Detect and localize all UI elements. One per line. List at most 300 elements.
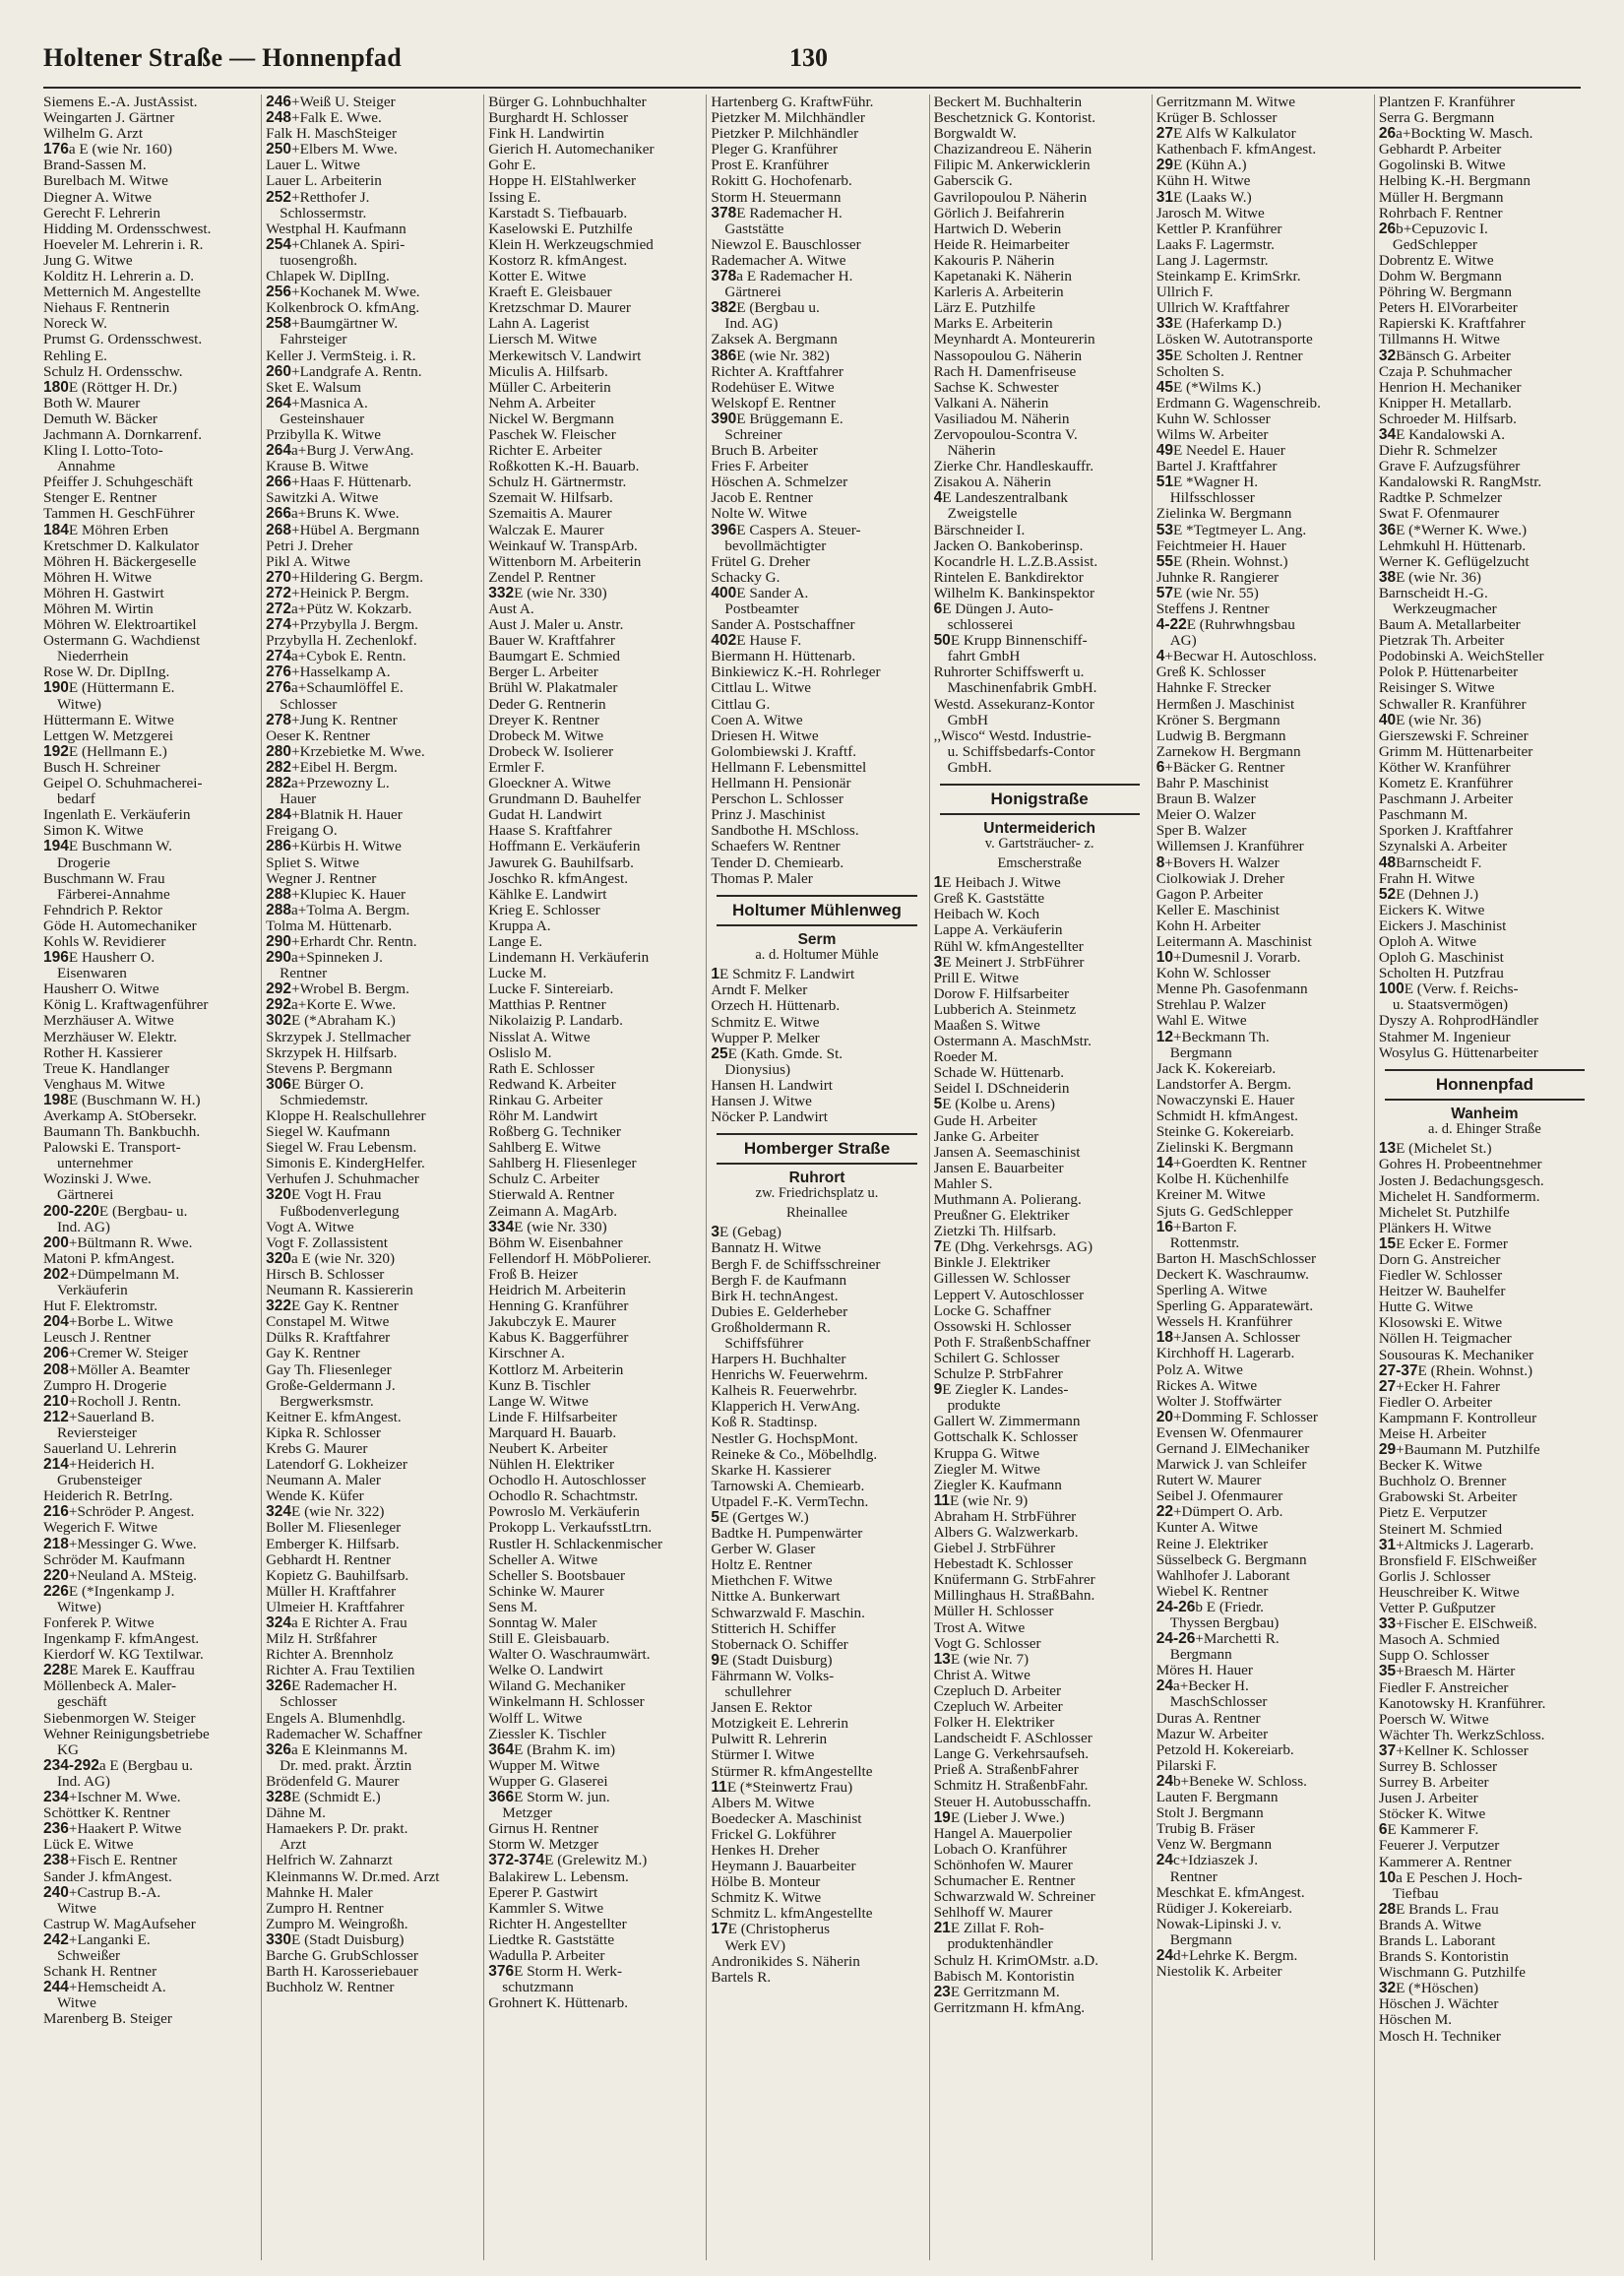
- resident-entry: [488, 1251, 700, 1267]
- resident-entry: [934, 1129, 1146, 1145]
- entry-text: Wiebel K. Rentner: [1156, 1583, 1269, 1600]
- entry-text: E Storm W. jun.: [514, 1790, 610, 1806]
- entry-text: Lösken W. Autotransporte: [1156, 332, 1313, 348]
- column-5: [929, 95, 1146, 2260]
- entry-text: Rademacher W. Schaffner: [266, 1726, 422, 1742]
- entry-text: Vasiliadou M. Näherin: [933, 411, 1070, 427]
- entry-text: Rokitt G. Hochofenarb.: [711, 173, 852, 190]
- entry-text: Paschek W. Fleischer: [488, 426, 616, 443]
- resident-entry: [1379, 1712, 1591, 1728]
- entry-text: Kolkenbrock O. kfmAng.: [266, 300, 420, 317]
- house-number: 50: [933, 633, 951, 650]
- house-number: 254: [266, 236, 292, 253]
- entry-text: GedSchlepper: [1392, 236, 1477, 253]
- entry-text: +Haas F. Hüttenarb.: [291, 474, 412, 491]
- entry-text: Sonntag W. Maler: [488, 1615, 597, 1631]
- entry-text: +Fischer E. ElSchweiß.: [1396, 1616, 1537, 1633]
- entry-text: Kretschmer D. Kalkulator: [43, 537, 200, 554]
- resident-entry: [488, 1917, 700, 1932]
- entry-text: Geipel O. Schuhmacherei-: [43, 776, 203, 792]
- resident-entry: [1156, 1885, 1368, 1901]
- entry-continuation: [266, 253, 477, 269]
- resident-entry: [1379, 981, 1591, 997]
- resident-entry: [488, 981, 700, 997]
- entry-text: Plänkers H. Witwe: [1378, 1220, 1492, 1236]
- entry-text: Rühl W. kfmAngestellter: [933, 938, 1084, 955]
- entry-text: Zarnekow H. Bergmann: [1156, 743, 1301, 760]
- entry-text: +Eibel H. Bergm.: [291, 759, 398, 776]
- entry-text: Hangel A. Mauerpolier: [933, 1825, 1073, 1842]
- resident-entry: [266, 1853, 477, 1868]
- resident-entry: [711, 1557, 922, 1573]
- entry-text: Sperling A. Witwe: [1156, 1283, 1268, 1299]
- entry-text: Venz W. Bergmann: [1156, 1837, 1273, 1854]
- entry-text: Lange W. Witwe: [488, 1393, 589, 1410]
- house-number: 51: [1156, 474, 1173, 491]
- entry-text: Deder G. Rentnerin: [488, 696, 606, 713]
- entry-text: Zumpro M. Weingroßh.: [266, 1916, 408, 1932]
- entry-text: Wahlhofer J. Laborant: [1156, 1567, 1290, 1584]
- resident-entry: [1379, 1252, 1591, 1268]
- resident-entry: [488, 1441, 700, 1457]
- house-number: 9: [933, 1382, 943, 1399]
- entry-text: Radtke P. Schmelzer: [1378, 490, 1503, 507]
- house-number: 266: [266, 474, 292, 491]
- resident-entry: [711, 1796, 922, 1811]
- resident-entry: [711, 269, 922, 284]
- resident-entry: [488, 997, 700, 1013]
- house-number: 24: [1156, 1773, 1173, 1790]
- entry-continuation: [43, 1473, 255, 1488]
- house-number: 38: [1378, 569, 1397, 586]
- house-number: 282: [266, 776, 292, 792]
- resident-entry: [1156, 364, 1368, 380]
- resident-entry: [934, 1604, 1146, 1619]
- resident-entry: [1156, 918, 1368, 934]
- resident-entry: [488, 1537, 700, 1552]
- entry-text: Rinkau G. Arbeiter: [488, 1092, 603, 1108]
- resident-entry: [934, 348, 1146, 364]
- entry-text: Locke G. Schaffner: [933, 1302, 1051, 1319]
- entry-text: Meschkat E. kfmAngest.: [1156, 1884, 1305, 1901]
- resident-entry: [488, 332, 700, 348]
- entry-text: Kuhn W. Schlosser: [1156, 411, 1271, 427]
- resident-entry: [1379, 523, 1591, 538]
- resident-entry: [1379, 1315, 1591, 1331]
- entry-text: Tillmanns H. Witwe: [1378, 332, 1500, 348]
- entry-text: Hebestadt K. Schlosser: [933, 1556, 1073, 1573]
- entry-text: Zielinski K. Bergmann: [1156, 1140, 1294, 1157]
- entry-text: +Heiderich H.: [68, 1457, 155, 1474]
- resident-entry: [488, 1520, 700, 1536]
- resident-entry: [1379, 1221, 1591, 1236]
- resident-entry: [266, 823, 477, 839]
- entry-text: Niestolik K. Arbeiter: [1156, 1964, 1282, 1981]
- entry-text: Welskopf E. Rentner: [711, 395, 836, 411]
- entry-text: Demuth W. Bäcker: [43, 411, 157, 427]
- house-number: 376: [488, 1964, 515, 1981]
- entry-text: Postbeamter: [724, 601, 799, 617]
- resident-entry: [1379, 1363, 1591, 1379]
- entry-text: Joschko R. kfmAngest.: [488, 870, 629, 887]
- resident-entry: [43, 760, 255, 776]
- entry-text: Christ A. Witwe: [933, 1667, 1031, 1683]
- entry-text: Schlosser: [280, 1694, 338, 1711]
- resident-entry: [934, 1556, 1146, 1572]
- resident-entry: [1156, 190, 1368, 206]
- entry-text: Bannatz H. Witwe: [711, 1240, 822, 1257]
- entry-text: Fiedler W. Schlosser: [1378, 1268, 1503, 1285]
- resident-entry: [488, 791, 700, 807]
- entry-text: d+Lehrke K. Bergm.: [1172, 1947, 1298, 1964]
- house-number: 4-22: [1156, 617, 1187, 634]
- entry-text: Josten J. Bedachungsgesch.: [1378, 1172, 1544, 1189]
- entry-text: b+Beneke W. Schloss.: [1172, 1773, 1307, 1790]
- entry-continuation: [1156, 1045, 1368, 1061]
- entry-text: Steffens J. Rentner: [1156, 601, 1270, 617]
- resident-entry: [711, 1094, 922, 1109]
- resident-entry: [266, 1362, 477, 1378]
- resident-entry: [43, 95, 255, 110]
- resident-entry: [711, 982, 922, 998]
- resident-entry: [488, 1220, 700, 1235]
- entry-text: Badtke H. Pumpenwärter: [711, 1526, 863, 1543]
- house-number: 33: [1156, 316, 1173, 333]
- resident-entry: [1156, 380, 1368, 396]
- resident-entry: [934, 110, 1146, 126]
- entry-text: Ciolkowiak J. Dreher: [1156, 870, 1285, 887]
- resident-entry: [1379, 1189, 1591, 1205]
- entry-text: Schmitz K. Witwe: [711, 1890, 822, 1907]
- resident-entry: [711, 1046, 922, 1062]
- entry-text: E (Dhg. Verkehrsgs. AG): [942, 1239, 1093, 1256]
- house-number: 192: [43, 743, 69, 760]
- entry-text: Lauer L. Arbeiterin: [266, 173, 382, 190]
- resident-entry: [488, 396, 700, 411]
- entry-text: Duras A. Rentner: [1156, 1710, 1261, 1727]
- entry-text: Giebel J. StrbFührer: [933, 1541, 1056, 1557]
- house-number: 35: [1378, 1664, 1397, 1680]
- entry-text: Tarnowski A. Chemiearb.: [711, 1478, 865, 1494]
- entry-text: Heide R. Heimarbeiter: [933, 236, 1070, 253]
- resident-entry: [934, 1065, 1146, 1081]
- resident-entry: [488, 1093, 700, 1108]
- entry-text: E (*Wilms K.): [1172, 379, 1262, 396]
- entry-text: Kloppe H. Realschullehrer: [266, 1108, 426, 1124]
- entry-text: Lettgen W. Metzgerei: [43, 727, 173, 744]
- entry-text: Albers M. Witwe: [711, 1795, 815, 1811]
- entry-continuation: [266, 206, 477, 221]
- resident-entry: [266, 1869, 477, 1885]
- resident-entry: [488, 1077, 700, 1093]
- house-number: 334: [488, 1219, 515, 1235]
- entry-text: E Kammerer F.: [1387, 1822, 1479, 1839]
- entry-text: Keller E. Maschinist: [1156, 902, 1280, 918]
- entry-text: a E Rademacher H.: [736, 269, 853, 285]
- entry-text: Gaststätte: [724, 221, 784, 237]
- resident-entry: [934, 1778, 1146, 1794]
- resident-entry: [266, 1663, 477, 1678]
- resident-entry: [1156, 1283, 1368, 1298]
- resident-entry: [1379, 1522, 1591, 1538]
- resident-entry: [1156, 1108, 1368, 1124]
- resident-entry: [43, 1235, 255, 1251]
- entry-text: Supp O. Schlosser: [1378, 1648, 1489, 1665]
- entry-text: Hoeveler M. Lehrerin i. R.: [43, 236, 204, 253]
- entry-text: Zumpro H. Drogerie: [43, 1377, 167, 1394]
- resident-entry: [1379, 1426, 1591, 1442]
- entry-text: E Ecker E. Former: [1396, 1235, 1508, 1252]
- house-number: 270: [266, 569, 292, 586]
- entry-text: Zietzki Th. Hilfsarb.: [933, 1224, 1057, 1240]
- entry-continuation: [1156, 633, 1368, 649]
- entry-text: Marquard H. Bauarb.: [488, 1424, 617, 1441]
- resident-entry: [488, 1488, 700, 1504]
- resident-entry: [488, 284, 700, 300]
- entry-text: Nikolaizig P. Landarb.: [488, 1013, 623, 1030]
- resident-entry: [43, 443, 255, 459]
- resident-entry: [1379, 871, 1591, 887]
- entry-text: Gerecht F. Lehrerin: [43, 205, 160, 221]
- entry-text: Sahlberg H. Fliesenleger: [488, 1156, 637, 1172]
- entry-text: Wolter J. Stoffwärter: [1156, 1393, 1281, 1410]
- entry-text: Tolma M. Hüttenarb.: [266, 917, 393, 934]
- resident-entry: [1379, 554, 1591, 570]
- resident-entry: [488, 1171, 700, 1187]
- street-location-note: a. d. Ehinger Straße: [1428, 1120, 1541, 1137]
- entry-text: Aust A.: [488, 601, 534, 617]
- entry-text: Dreyer K. Rentner: [488, 712, 599, 728]
- entry-text: Eperer P. Gastwirt: [488, 1884, 598, 1901]
- entry-text: Scholten H. Putzfrau: [1378, 966, 1504, 982]
- entry-text: Storm W. Metzger: [488, 1837, 599, 1854]
- resident-entry: [1379, 1030, 1591, 1045]
- entry-text: Beckert M. Buchhalterin: [933, 95, 1083, 110]
- entry-text: Feichtmeier H. Hauer: [1156, 537, 1286, 554]
- resident-entry: [934, 1493, 1146, 1509]
- resident-entry: [934, 971, 1146, 986]
- entry-text: Chlapek W. DiplIng.: [266, 269, 390, 285]
- entry-text: Tammen H. GeschFührer: [43, 506, 195, 523]
- resident-entry: [934, 1208, 1146, 1224]
- entry-text: E Caspers A. Steuer-: [736, 522, 861, 538]
- entry-text: E Krupp Binnenschiff-: [950, 633, 1088, 650]
- resident-entry: [1379, 918, 1591, 934]
- entry-text: Stürmer I. Witwe: [711, 1747, 815, 1764]
- entry-continuation: [43, 1948, 255, 1964]
- resident-entry: [934, 1462, 1146, 1478]
- entry-text: Gillessen W. Schlosser: [933, 1271, 1071, 1288]
- entry-text: E Düngen J. Auto-: [942, 601, 1054, 617]
- entry-text: Schaefers W. Rentner: [711, 839, 841, 855]
- resident-entry: [1156, 1600, 1368, 1615]
- entry-text: Wegerich F. Witwe: [43, 1520, 158, 1537]
- resident-entry: [488, 1235, 700, 1251]
- resident-entry: [488, 697, 700, 713]
- resident-entry: [934, 523, 1146, 538]
- house-number: 244: [43, 1980, 69, 1996]
- entry-text: E (Kath. Gmde. St.: [727, 1045, 843, 1062]
- resident-entry: [488, 713, 700, 728]
- resident-entry: [266, 918, 477, 934]
- house-number: 9: [711, 1652, 720, 1669]
- resident-entry: [934, 1081, 1146, 1097]
- entry-text: Falk H. MaschSteiger: [266, 126, 398, 143]
- entry-text: Palowski E. Transport-: [43, 1140, 181, 1157]
- entry-text: Maaßen S. Witwe: [933, 1017, 1040, 1034]
- resident-entry: [1156, 1901, 1368, 1917]
- resident-entry: [488, 1758, 700, 1774]
- entry-text: Krieg E. Schlosser: [488, 902, 600, 918]
- resident-entry: [1379, 2012, 1591, 2028]
- entry-text: +Hasselkamp A.: [291, 664, 391, 681]
- entry-text: Scheller S. Bootsbauer: [488, 1567, 626, 1584]
- entry-text: Chazizandreou E. Näherin: [933, 142, 1093, 158]
- house-number: 210: [43, 1393, 69, 1410]
- resident-entry: [488, 190, 700, 206]
- house-number: 282: [266, 759, 292, 776]
- entry-text: Trost A. Witwe: [933, 1619, 1026, 1636]
- resident-entry: [1379, 1838, 1591, 1854]
- entry-text: Schulz H. KrimOMstr. a.D.: [933, 1952, 1099, 1969]
- entry-text: Fink H. Landwirtin: [488, 126, 604, 143]
- entry-text: +Kochanek M. Wwe.: [291, 284, 420, 301]
- entry-text: E Vogt H. Frau: [291, 1187, 382, 1204]
- resident-entry: [1156, 459, 1368, 474]
- entry-text: Knipper H. Metallarb.: [1378, 395, 1512, 411]
- entry-text: Paschmann J. Arbeiter: [1378, 791, 1514, 808]
- resident-entry: [43, 1124, 255, 1140]
- resident-entry: [43, 1077, 255, 1093]
- resident-entry: [266, 680, 477, 696]
- page-header: [43, 43, 1581, 83]
- house-number: 260: [266, 363, 292, 380]
- entry-text: Drobeck W. Isolierer: [488, 743, 614, 760]
- resident-entry: [488, 1362, 700, 1378]
- entry-text: Sporken J. Kraftfahrer: [1378, 823, 1514, 840]
- resident-entry: [488, 1204, 700, 1220]
- resident-entry: [1156, 1504, 1368, 1520]
- resident-entry: [1156, 586, 1368, 601]
- entry-text: E Ziegler K. Landes-: [942, 1382, 1069, 1399]
- entry-text: Skrzypek J. Stellmacher: [266, 1029, 411, 1045]
- entry-text: E (wie Nr. 9): [949, 1492, 1029, 1509]
- entry-continuation: [43, 1187, 255, 1203]
- resident-entry: [1379, 190, 1591, 206]
- resident-entry: [488, 1140, 700, 1156]
- entry-text: Rother H. Kassierer: [43, 1044, 163, 1061]
- entry-text: Binkle J. Elektriker: [933, 1255, 1051, 1272]
- resident-entry: [43, 1917, 255, 1932]
- resident-entry: [934, 411, 1146, 427]
- house-number: 234: [43, 1790, 69, 1806]
- resident-entry: [488, 1410, 700, 1425]
- resident-entry: [266, 855, 477, 871]
- resident-entry: [711, 142, 922, 158]
- entry-text: Greß K. Gaststätte: [933, 891, 1045, 908]
- resident-entry: [266, 95, 477, 110]
- entry-continuation: [711, 538, 922, 554]
- house-number: 200: [43, 1234, 69, 1251]
- resident-entry: [266, 1045, 477, 1061]
- entry-text: a+Schaumlöffel E.: [291, 680, 404, 697]
- resident-entry: [488, 269, 700, 284]
- resident-entry: [488, 253, 700, 269]
- entry-text: Vogt G. Schlosser: [933, 1635, 1041, 1652]
- entry-text: Helfrich W. Zahnarzt: [266, 1853, 393, 1869]
- entry-text: Jachmann A. Dornkarrenf.: [43, 426, 203, 443]
- resident-entry: [43, 474, 255, 490]
- resident-entry: [711, 1447, 922, 1463]
- entry-text: Masoch A. Schmied: [1378, 1632, 1500, 1649]
- resident-entry: [711, 1669, 922, 1684]
- entry-continuation: [43, 1774, 255, 1790]
- house-number: 27-37: [1378, 1362, 1418, 1379]
- house-number: 320: [266, 1250, 292, 1267]
- resident-entry: [43, 411, 255, 427]
- resident-entry: [1156, 1187, 1368, 1203]
- house-number: 402: [711, 633, 737, 650]
- house-number: 19: [933, 1809, 951, 1826]
- entry-text: Müller H. Kraftfahrer: [266, 1583, 397, 1600]
- entry-text: Dyszy A. RohprodHändler: [1378, 1013, 1539, 1030]
- resident-entry: [934, 1097, 1146, 1112]
- entry-text: Kolbe H. Küchenhilfe: [1156, 1171, 1289, 1188]
- resident-entry: [1156, 396, 1368, 411]
- entry-text: Nickel W. Bergmann: [488, 411, 614, 427]
- entry-text: Reine J. Elektriker: [1156, 1536, 1269, 1552]
- resident-entry: [711, 1367, 922, 1383]
- resident-entry: [934, 1382, 1146, 1398]
- entry-text: Rath E. Schlosser: [488, 1060, 594, 1077]
- entry-text: Schmidt H. kfmAngest.: [1156, 1108, 1298, 1124]
- entry-text: Deckert K. Waschraumw.: [1156, 1266, 1309, 1283]
- entry-text: Kraeft E. Gleisbauer: [488, 284, 612, 301]
- resident-entry: [488, 1108, 700, 1124]
- resident-entry: [488, 1790, 700, 1805]
- entry-text: a E Peschen J. Hoch-: [1396, 1869, 1523, 1886]
- resident-entry: [934, 1588, 1146, 1604]
- entry-text: Dähne M.: [266, 1805, 326, 1822]
- entry-text: E (Ruhrwhngsbau: [1186, 617, 1295, 634]
- resident-entry: [1156, 871, 1368, 887]
- entry-text: E (Kühn A.): [1172, 158, 1247, 174]
- entry-text: Gohres H. Probeentnehmer: [1378, 1157, 1542, 1173]
- resident-entry: [488, 142, 700, 158]
- house-number: 242: [43, 1931, 69, 1948]
- entry-text: Ochodlo H. Autoschlosser: [488, 1473, 647, 1489]
- resident-entry: [711, 791, 922, 807]
- entry-text: tuosengroßh.: [280, 252, 358, 269]
- street-location-note: v. Gartsträucher- z.: [984, 836, 1094, 853]
- entry-text: Jakubczyk E. Maurer: [488, 1314, 616, 1331]
- entry-text: E Buschmann W.: [68, 839, 172, 855]
- resident-entry: [488, 1552, 700, 1568]
- entry-text: Latendorf G. Lokheizer: [266, 1457, 407, 1474]
- resident-entry: [488, 1948, 700, 1964]
- resident-entry: [266, 1790, 477, 1805]
- resident-entry: [1156, 1711, 1368, 1727]
- entry-text: Gorlis J. Schlosser: [1378, 1568, 1491, 1585]
- resident-entry: [43, 554, 255, 570]
- resident-entry: [43, 1869, 255, 1885]
- entry-text: E (wie Nr. 330): [514, 1219, 607, 1235]
- entry-text: Nöcker P. Landwirt: [711, 1109, 828, 1126]
- entry-text: Erdmann G. Wagenschreib.: [1156, 395, 1321, 411]
- house-number: 100: [1378, 981, 1405, 998]
- resident-entry: [266, 380, 477, 396]
- resident-entry: [1379, 1775, 1591, 1791]
